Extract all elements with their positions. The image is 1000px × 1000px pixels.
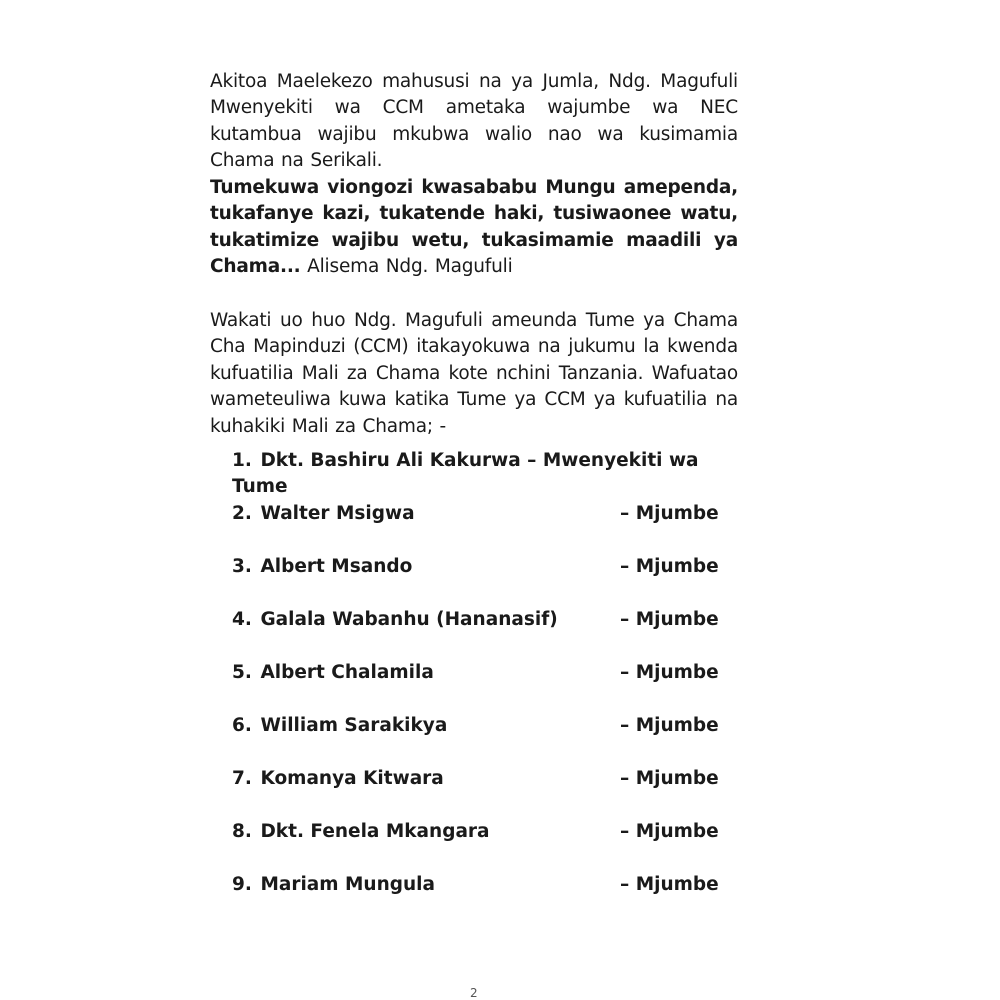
members-list xyxy=(232,448,722,925)
item-number: 7. xyxy=(232,768,252,789)
list-item xyxy=(232,660,722,713)
quote-paragraph xyxy=(210,175,738,281)
member-name: Walter Msigwa xyxy=(260,503,415,524)
member-name: Dkt. Fenela Mkangara xyxy=(260,821,490,842)
item-number: 3. xyxy=(232,556,252,577)
quote-text: Tumekuwa viongozi kwasababu Mungu amependa, tukafanye kazi, tukatende haki, tusiwaonee watu, tukatimize wajibu wetu, tukasimamie maadili ya Chama... xyxy=(210,176,738,277)
list-item xyxy=(232,766,722,819)
list-item xyxy=(232,713,722,766)
list-item xyxy=(232,607,722,660)
member-name: Komanya Kitwara xyxy=(260,768,444,789)
member-role: – Mjumbe xyxy=(620,874,719,895)
member-role: – Mjumbe xyxy=(620,609,719,630)
list-item xyxy=(232,554,722,607)
item-number: 6. xyxy=(232,715,252,736)
member-role: – Mjumbe xyxy=(620,768,719,789)
member-role: – Mjumbe xyxy=(620,821,719,842)
member-name: Albert Msando xyxy=(260,556,413,577)
item-number: 5. xyxy=(232,662,252,683)
member-role: – Mjumbe xyxy=(620,556,719,577)
list-item xyxy=(232,448,722,501)
page-number: 2 xyxy=(470,986,478,1000)
member-role: – Mjumbe xyxy=(620,662,719,683)
item-number: 9. xyxy=(232,874,252,895)
list-item xyxy=(232,872,722,925)
member-role: – Mjumbe xyxy=(620,715,719,736)
quote-attribution: Alisema Ndg. Magufuli xyxy=(300,256,513,277)
item-number: 2. xyxy=(232,503,252,524)
member-name: William Sarakikya xyxy=(260,715,448,736)
member-name: Dkt. Bashiru Ali Kakurwa xyxy=(260,450,521,471)
member-name: Albert Chalamila xyxy=(260,662,434,683)
item-number: 8. xyxy=(232,821,252,842)
list-item xyxy=(232,501,722,554)
member-role: – Mjumbe xyxy=(620,503,719,524)
member-name: Galala Wabanhu (Hananasif) xyxy=(260,609,558,630)
intro-paragraph: Akitoa Maelekezo mahususi na ya Jumla, Ndg. Magufuli Mwenyekiti wa CCM ametaka wajumbe wa NEC kutambua wajibu mkubwa walio nao wa kusimamia Chama na Serikali. xyxy=(210,70,738,171)
list-item xyxy=(232,819,722,872)
commission-paragraph: Wakati uo huo Ndg. Magufuli ameunda Tume ya Chama Cha Mapinduzi (CCM) itakayokuwa na jukumu la kwenda kufuatilia Mali za Chama kote nchini Tanzania. Wafuatao wameteuliwa kuwa katika Tume ya CCM ya kufuatilia na kuhakiki Mali za Chama; - xyxy=(210,309,738,437)
item-number: 4. xyxy=(232,609,252,630)
member-role: – Mwenyekiti wa Tume xyxy=(232,450,699,497)
item-number: 1. xyxy=(232,450,252,471)
member-name: Mariam Mungula xyxy=(260,874,436,895)
